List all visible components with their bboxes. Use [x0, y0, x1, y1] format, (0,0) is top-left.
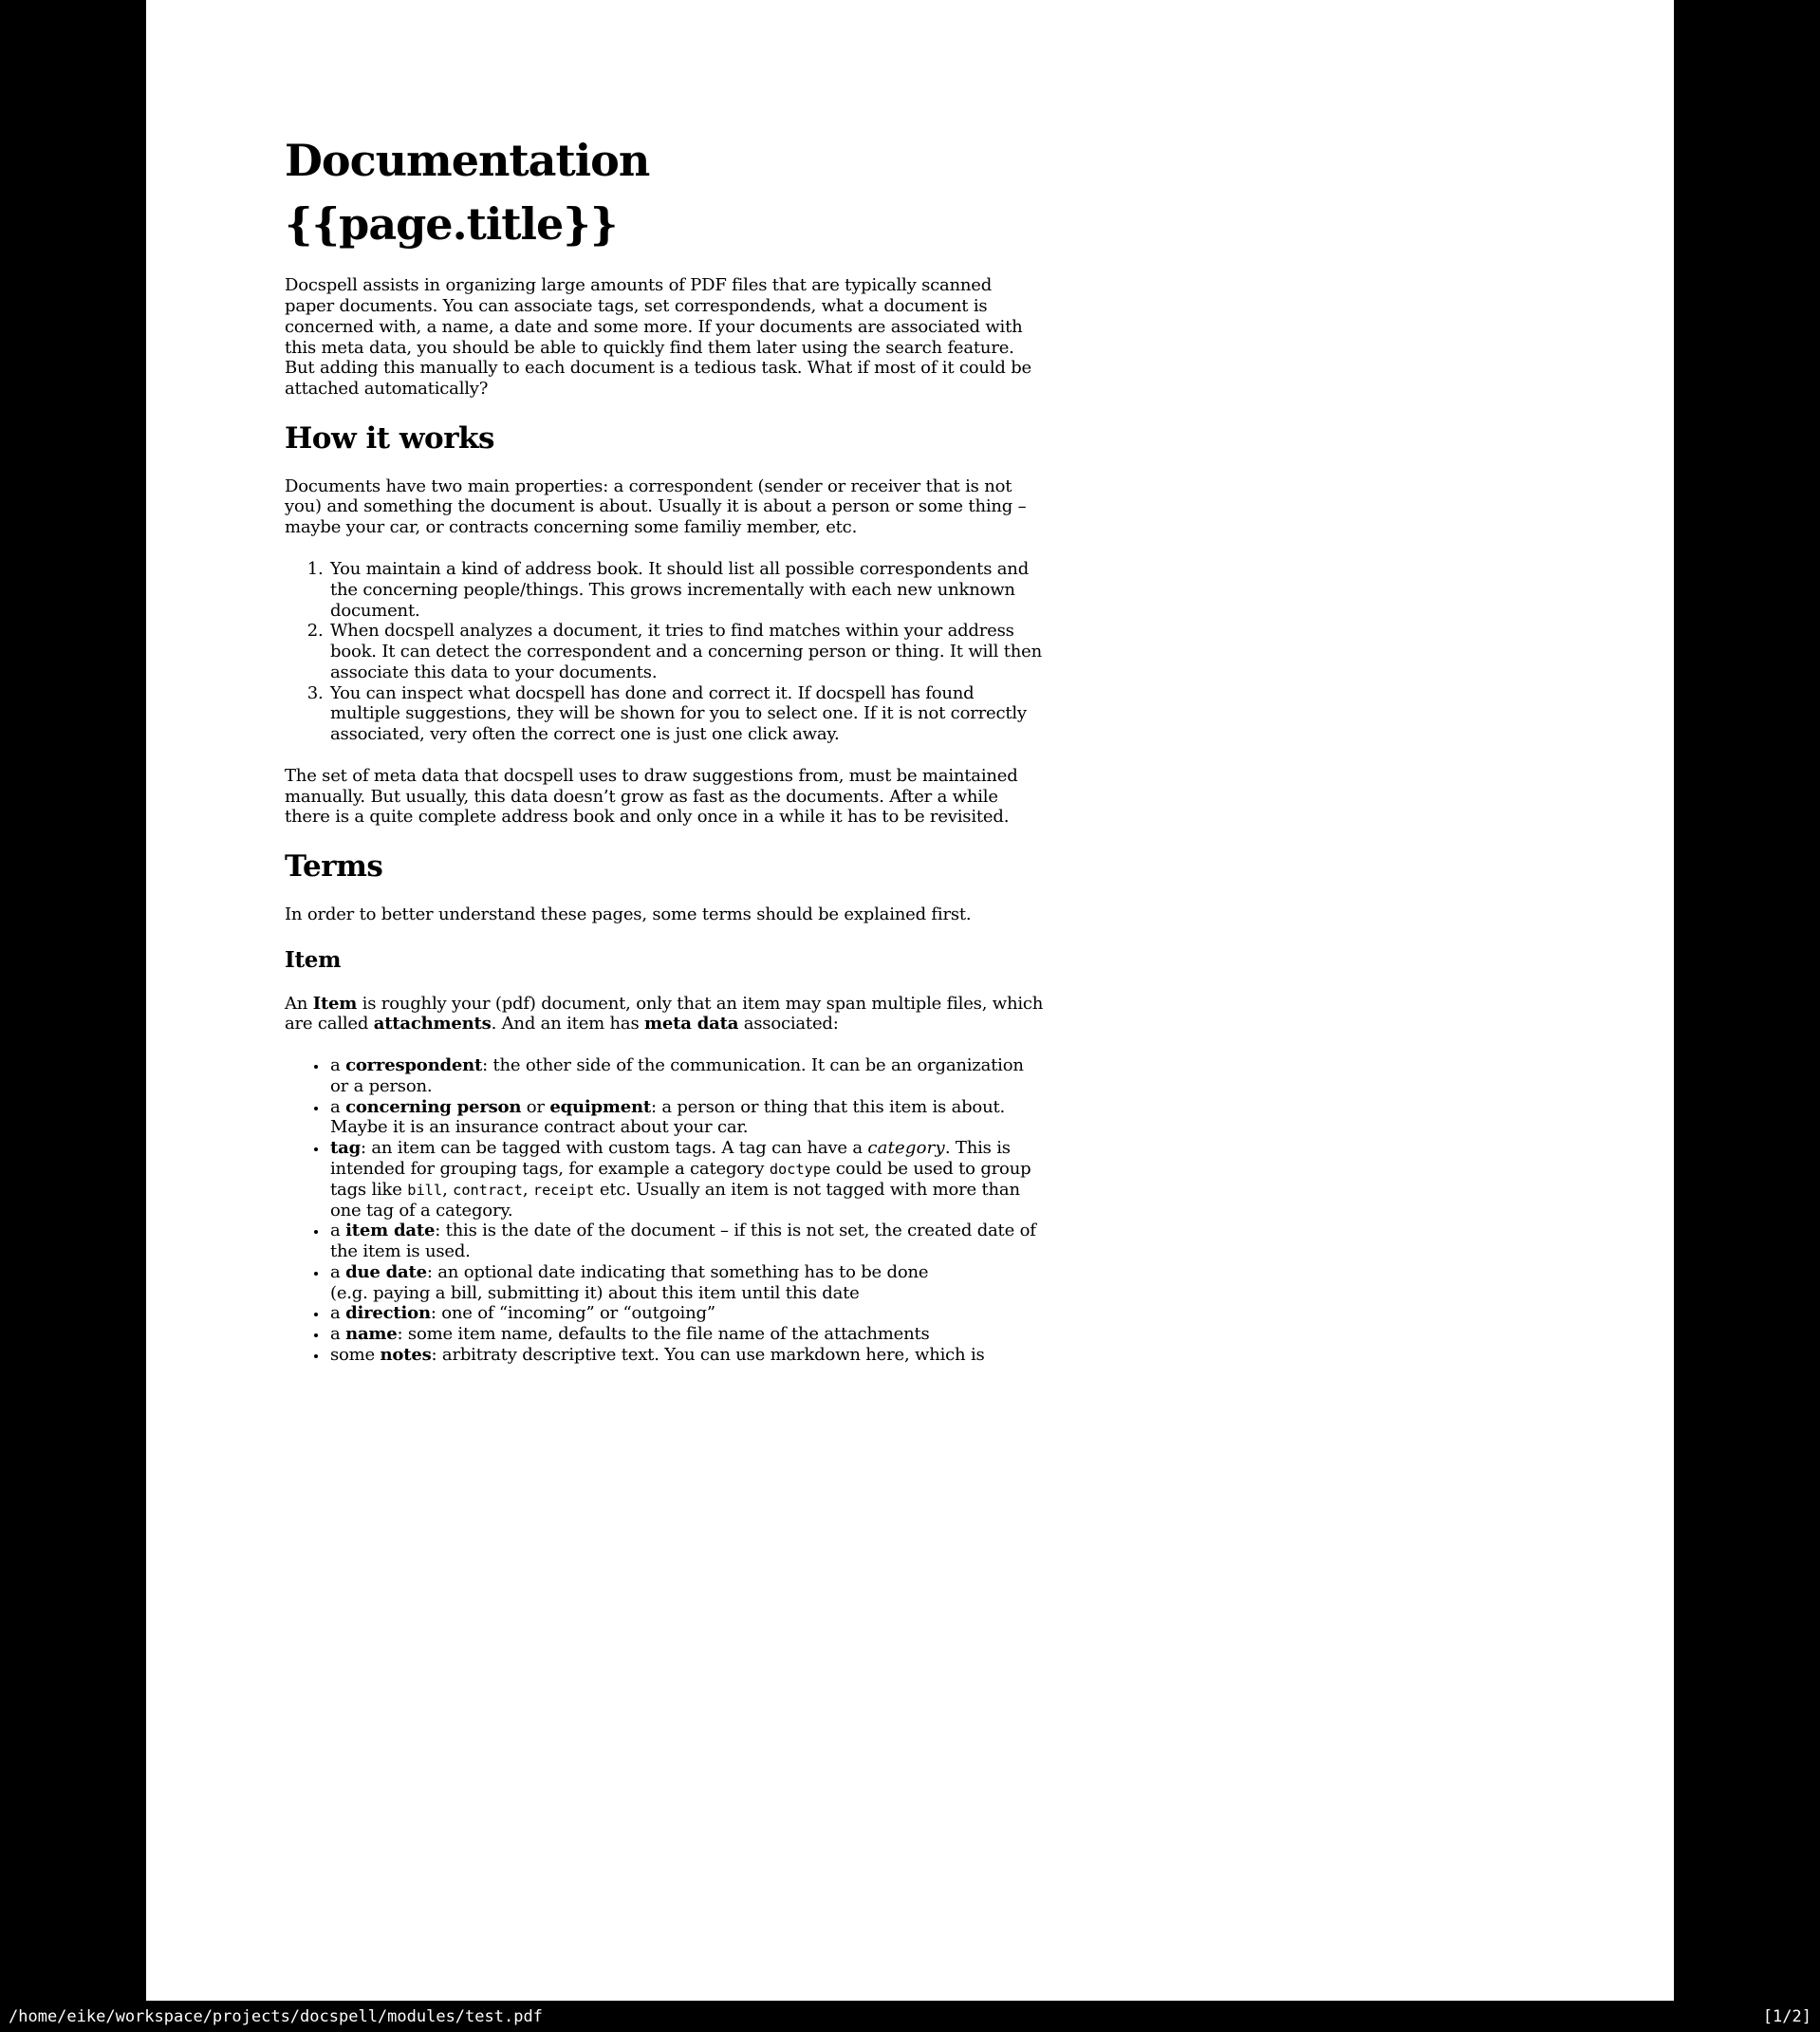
status-bar — [0, 2001, 1820, 2032]
meta-bullet-tag: • tag: an item can be tagged with custom tags. A tag can have a category. This is intended for grouping tags, for example a category doctype could be used to group tags like bill, contract, receipt etc. Usually an item is not tagged with more than one tag of a category. — [328, 1138, 1044, 1221]
intro-paragraph: Docspell assists in organizing large amounts of PDF files that are typically scanned paper documents. You can associate tags, set correspondends, what a document is concerned with, a name, a date and some more. If your documents are associated with this meta data, you should be able to quickly find them later using the search feature. But adding this manually to each document is a tedious task. What if most of it could be attached automatically? — [285, 275, 1031, 400]
step-item-2: 2. When docspell analyzes a document, it tries to find matches within your address book. It can detect the correspondent and a concerning person or thing. It will then associate this data to your documents. — [328, 621, 1044, 682]
item-lead-paragraph: An Item is roughly your (pdf) document, only that an item may span multiple files, which are called attachments. And an item has meta data associated: — [285, 993, 1044, 1035]
how-it-works-steps — [285, 559, 1044, 745]
meta-bullet-correspondent: • a correspondent: the other side of the communication. It can be an organization or a person. — [328, 1055, 1044, 1097]
step-item-1: 1. You maintain a kind of address book. It should list all possible correspondents and the concerning people/things. This grows incrementally with each new unknown document. — [328, 559, 1044, 621]
item-meta-list — [285, 1055, 1044, 1365]
template-title-heading: {{page.title}} — [285, 198, 618, 251]
how-lead-paragraph: Documents have two main properties: a correspondent (sender or receiver that is not you) and something the document is about. Usually it is about a person or some thing – maybe your car, or contracts concerning some familiy member, etc. — [285, 475, 1027, 538]
pdf-page[interactable] — [146, 0, 1674, 2001]
step-item-3: 3. You can inspect what docspell has done and correct it. If docspell has found multiple suggestions, they will be shown for you to select one. If it is not correctly associated, very often the correct one is just one click away. — [328, 683, 1044, 745]
item-heading: Item — [285, 946, 342, 973]
meta-bullet-notes: • some notes: arbitraty descriptive text. You can use markdown here, which is — [328, 1345, 1044, 1366]
meta-bullet-concerning: • a concerning person or equipment: a person or thing that this item is about. Maybe it is an insurance contract about your car. — [328, 1097, 1044, 1139]
how-it-works-heading: How it works — [285, 420, 494, 456]
meta-bullet-item-date: • a item date: this is the date of the document – if this is not set, the created date of the item is used. — [328, 1221, 1044, 1262]
terms-lead-paragraph: In order to better understand these pages, some terms should be explained first. — [285, 904, 972, 924]
meta-bullet-name: • a name: some item name, defaults to the file name of the attachments — [328, 1324, 1044, 1345]
doc-title-heading: Documentation — [285, 135, 650, 186]
document-content — [146, 0, 1044, 1366]
file-path: /home/eike/workspace/projects/docspell/modules/test.pdf — [9, 2006, 543, 2026]
meta-bullet-due-date: • a due date: an optional date indicating that something has to be done (e.g. paying a bill, submitting it) about this item until this date — [328, 1262, 1044, 1304]
page-indicator: [1/2] — [1762, 2006, 1811, 2026]
terms-heading: Terms — [285, 849, 383, 885]
meta-bullet-direction: • a direction: one of “incoming” or “outgoing” — [328, 1303, 1044, 1324]
how-outro-paragraph: The set of meta data that docspell uses to draw suggestions from, must be maintained manually. But usually, this data doesn’t grow as fast as the documents. After a while there is a quite complete address book and only once in a while it has to be revisited. — [285, 765, 1018, 828]
